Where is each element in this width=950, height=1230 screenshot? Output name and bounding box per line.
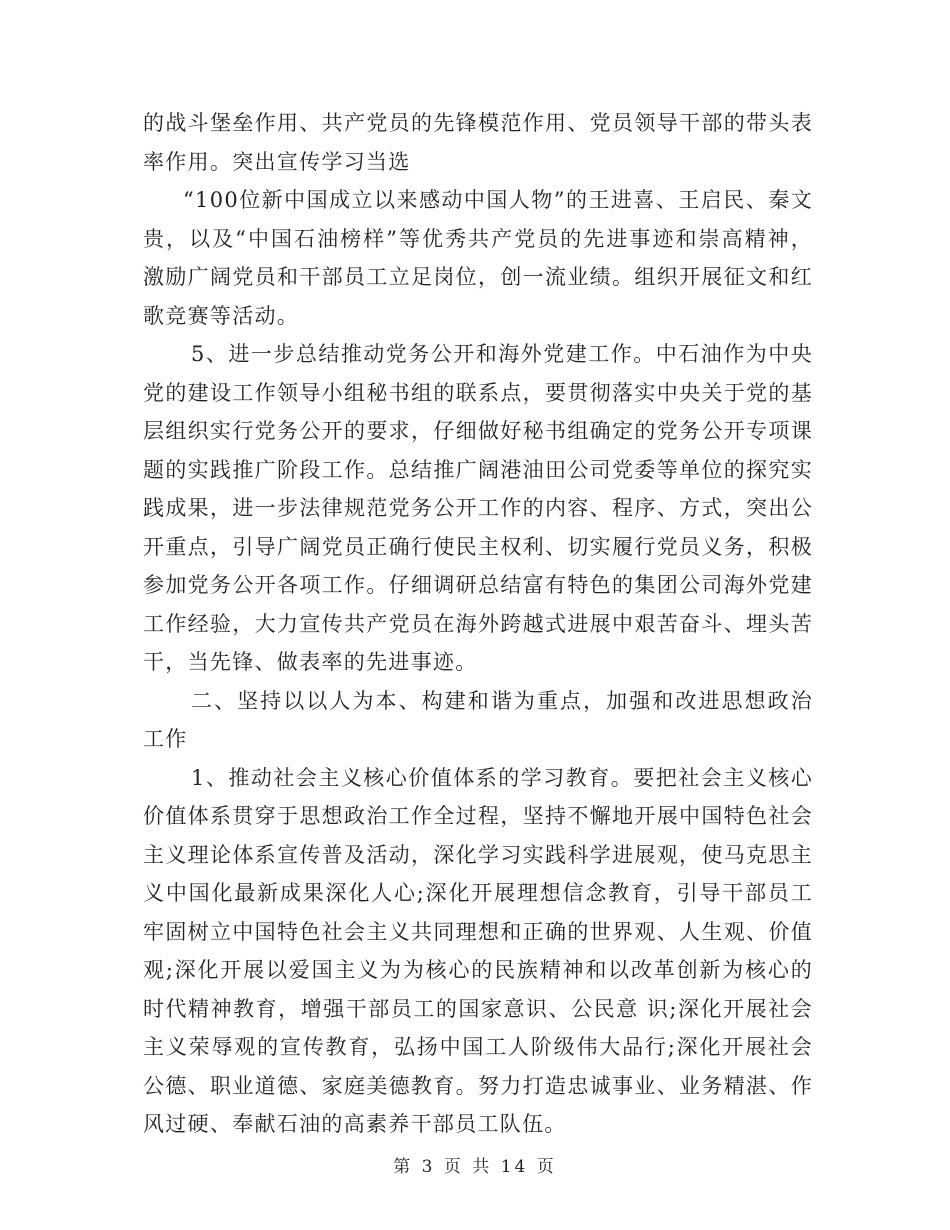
document-body	[143, 104, 813, 1144]
paragraph-continuation: 的战斗堡垒作用、共产党员的先锋模范作用、党员领导干部的带头表率作用。突出宣传学习当选	[143, 111, 813, 174]
section-heading-2: 二、坚持以以人为本、构建和谐为重点，加强和改进思想政治工作	[143, 688, 813, 751]
paragraph-item-1: 1、推动社会主义核心价值体系的学习教育。要把社会主义核心价值体系贯穿于思想政治工作全过程，坚持不懈地开展中国特色社会主义理论体系宣传普及活动，深化学习实践科学进展观，使马克思主义中国化最新成果深化人心;深化开展理想信念教育，引导干部员工牢固树立中国特色社会主义共同理想和正确的世界观、人生观、价值观;深化开展以爱国主义为为核心的民族精神和以改革创新为核心的时代精神教育，增强干部员工的国家意识、公民意 识;深化开展社会主义荣辱观的宣传教育，弘扬中国工人阶级伟大品行;深化开展社会公德、职业道德、家庭美德教育。努力打造忠诚事业、业务精湛、作风过硬、奉献石油的高素养干部员工队伍。	[143, 765, 813, 1136]
footer-suffix: 页	[536, 1157, 557, 1177]
paragraph-item-5: 5、进一步总结推动党务公开和海外党建工作。中石油作为中央党的建设工作领导小组秘书组的联系点，要贯彻落实中央关于党的基层组织实行党务公开的要求，仔细做好秘书组确定的党务公开专项课题的实践推广阶段工作。总结推广阔港油田公司党委等单位的探究实践成果，进一步法律规范党务公开工作的内容、程序、方式，突出公开重点，引导广阔党员正确行使民主权利、切实履行党员义务，积极参加党务公开各项工作。仔细调研总结富有特色的集团公司海外党建工作经验，大力宣传共产党员在海外跨越式进展中艰苦奋斗、埋头苦干，当先锋、做表率的先进事迹。	[143, 342, 813, 674]
footer-page-number: 3	[421, 1157, 436, 1177]
footer-prefix: 第	[393, 1157, 414, 1177]
page-footer	[0, 1152, 950, 1177]
footer-middle: 页 共	[443, 1157, 493, 1177]
footer-total-pages: 14	[500, 1157, 529, 1177]
paragraph-role-models: “100位新中国成立以来感动中国人物”的王进喜、王启民、秦文贵，以及“中国石油榜样”等优秀共产党员的先进事迹和崇高精神，激励广阔党员和干部员工立足岗位，创一流业绩。组织开展征文和红歌竞赛等活动。	[143, 188, 813, 328]
